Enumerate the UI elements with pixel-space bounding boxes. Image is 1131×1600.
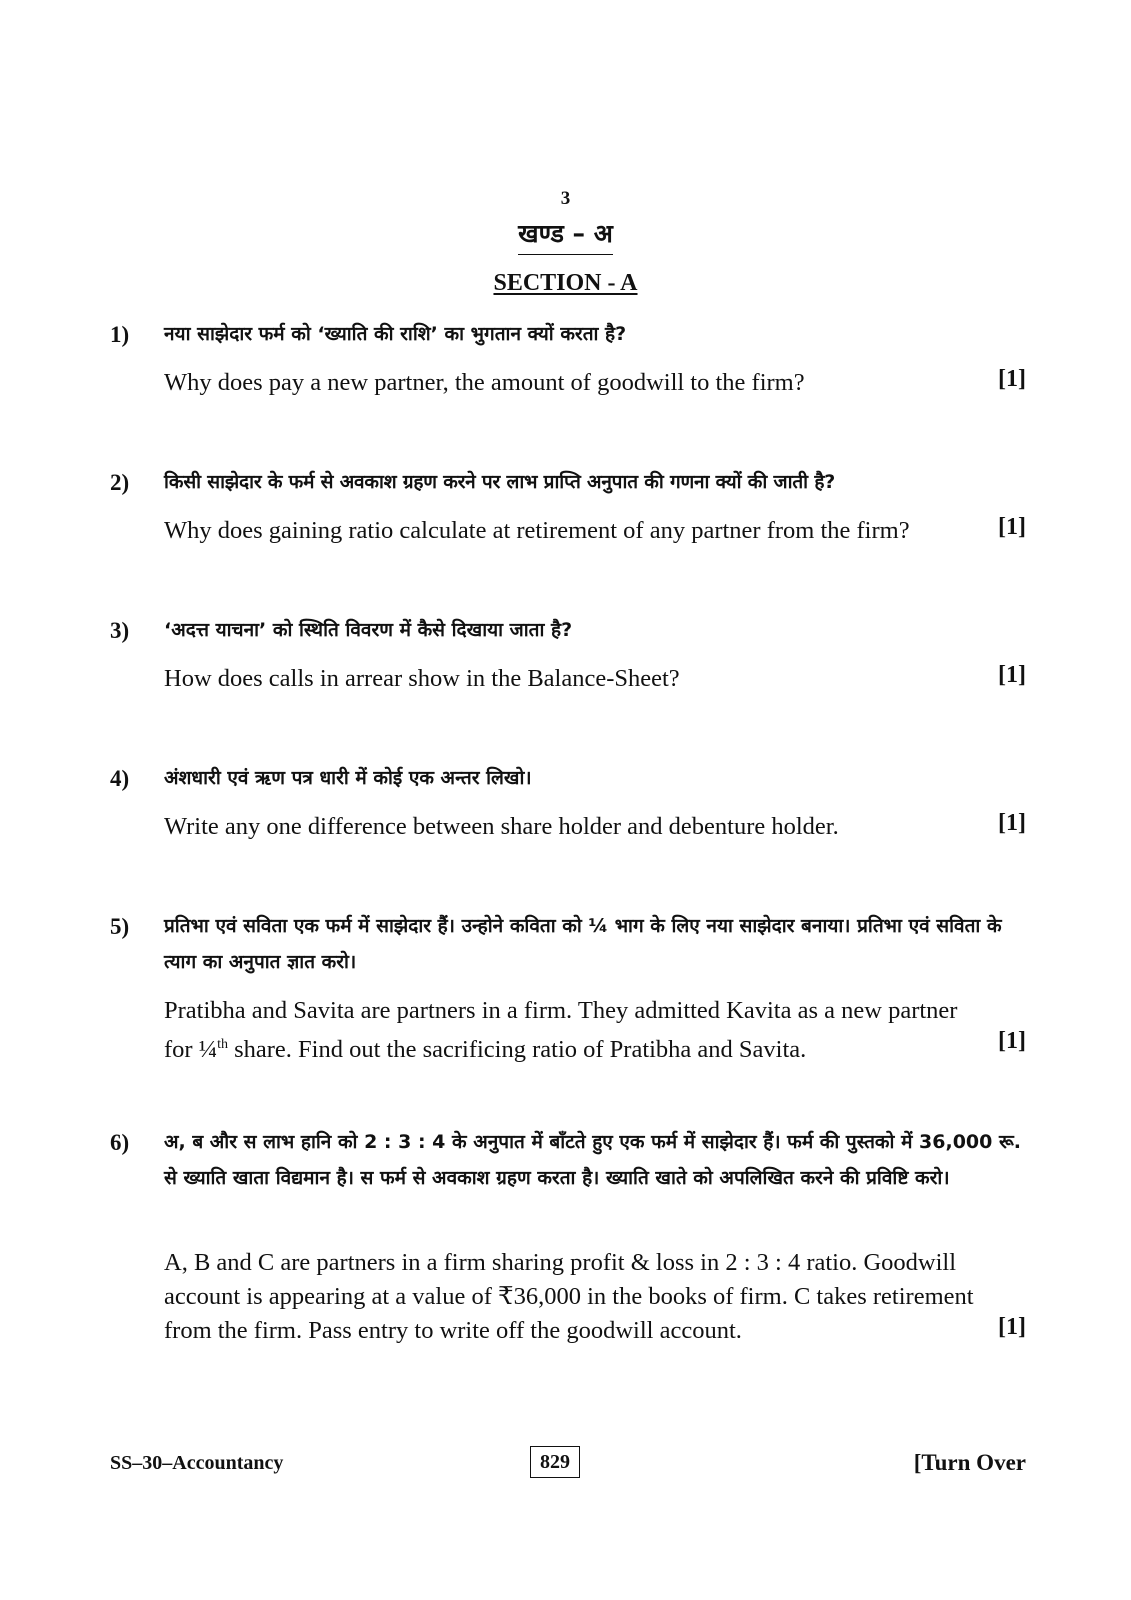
footer-paper-code: 829 (530, 1446, 580, 1478)
question-number: 5) (110, 914, 130, 939)
question-hindi: प्रतिभा एवं सविता एक फर्म में साझेदार हैं। उन्होने कविता को ¼ भाग के लिए नया साझेदार बनाया। प्रतिभा एवं सविता के त्याग का अनुपात ज्ञात करो। (164, 915, 1002, 973)
question-english: Write any one difference between share holder and debenture holder. (164, 813, 839, 840)
question-marks: [1] (998, 1314, 1026, 1340)
question-hindi: किसी साझेदार के फर्म से अवकाश ग्रहण करने पर लाभ प्राप्ति अनुपात की गणना क्यों की जाती है? (164, 471, 836, 493)
question-number: 3) (110, 618, 130, 643)
question-hindi: अंशधारी एवं ऋण पत्र धारी में कोई एक अन्तर लिखो। (164, 767, 532, 789)
question-english-line-2: for ¼$^{th}$ share. Find out the sacrificing ratio of Pratibha and Savita. (164, 1036, 807, 1064)
question-marks: [1] (998, 1028, 1026, 1054)
question-english-line-1: A, B and C are partners in a firm sharing profit & loss in 2 : 3 : 4 ratio. Goodwill (164, 1249, 957, 1276)
question-english: Why does pay a new partner, the amount of goodwill to the firm? (164, 369, 805, 396)
question-english-line-1: Pratibha and Savita are partners in a firm. They admitted Kavita as a new partner (164, 997, 958, 1024)
section-title-hindi: खण्ड – अ (0, 216, 1131, 255)
question-english-line-3: from the firm. Pass entry to write off the goodwill account. (164, 1317, 742, 1344)
question-marks: [1] (998, 366, 1026, 392)
question-marks: [1] (998, 662, 1026, 688)
question-hindi: अ, ब और स लाभ हानि को 2 : 3 : 4 के अनुपात में बाँटते हुए एक फर्म में साझेदार हैं। फर्म की पुस्तको में 36,000 रू. से ख्याति खाता विद्यमान है। स फर्म से अवकाश ग्रहण करता है। ख्याति खाते को अपलिखित करने की प्रविष्टि करो। (164, 1131, 1021, 1189)
question-number: 4) (110, 766, 130, 791)
question-number: 2) (110, 470, 130, 495)
question-english: Why does gaining ratio calculate at retirement of any partner from the firm? (164, 517, 910, 544)
question-english: How does calls in arrear show in the Balance-Sheet? (164, 665, 680, 692)
page-number: 3 (560, 188, 571, 209)
section-title-english: SECTION - A (493, 270, 638, 296)
footer-subject-code: SS–30–Accountancy (110, 1452, 284, 1474)
question-number: 1) (110, 322, 130, 347)
question-hindi: ‘अदत्त याचना’ को स्थिति विवरण में कैसे दिखाया जाता है? (164, 619, 573, 641)
footer-turn-over: [Turn Over (913, 1450, 1026, 1475)
question-number: 6) (110, 1130, 130, 1155)
question-hindi: नया साझेदार फर्म को ‘ख्याति की राशि’ का भुगतान क्यों करता है? (164, 323, 627, 345)
question-marks: [1] (998, 810, 1026, 836)
question-marks: [1] (998, 514, 1026, 540)
question-english-line-2: account is appearing at a value of ₹36,000 in the books of firm. C takes retirement (164, 1283, 974, 1310)
